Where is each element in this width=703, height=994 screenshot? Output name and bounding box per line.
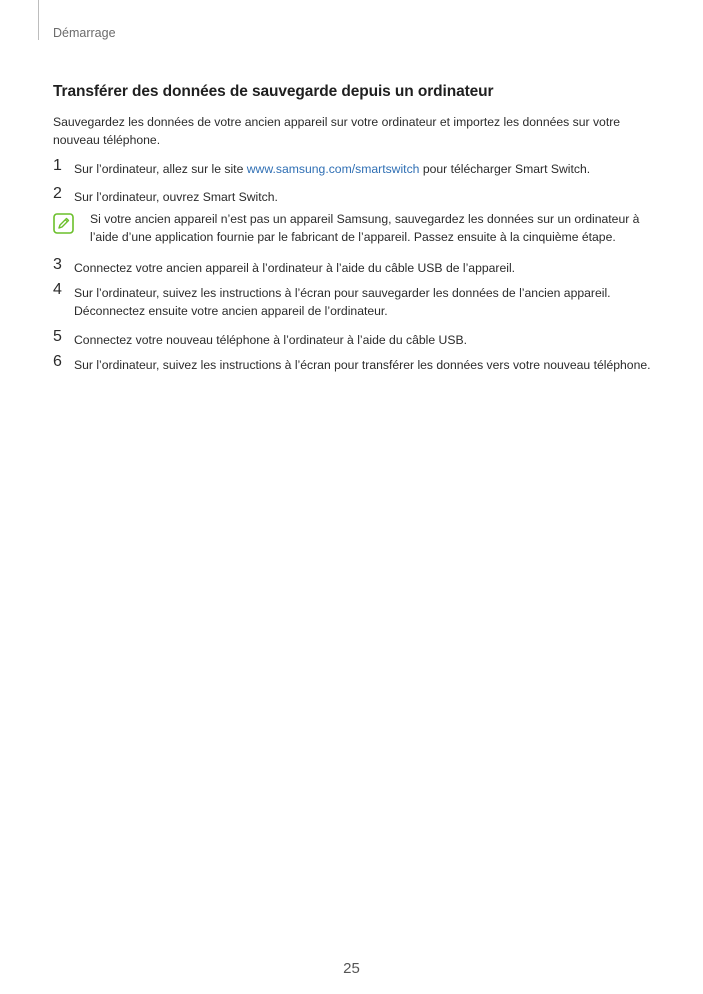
note-pencil-icon	[53, 213, 74, 234]
note-block	[53, 210, 653, 246]
section-title: Transférer des données de sauvegarde depuis un ordinateur	[53, 83, 494, 100]
step-3	[53, 256, 653, 277]
step-text: Sur l’ordinateur, suivez les instructions à l’écran pour sauvegarder les données de l’ancien appareil. Déconnectez ensuite votre ancien appareil de l’ordinateur.	[74, 286, 611, 318]
step-number: 2	[53, 185, 62, 202]
step-text: Sur l’ordinateur, ouvrez Smart Switch.	[74, 190, 278, 204]
step-1	[53, 157, 653, 178]
step-number: 4	[53, 281, 62, 298]
header-section-label: Démarrage	[53, 26, 116, 40]
page-number: 25	[343, 960, 360, 977]
step-2	[53, 185, 653, 206]
step-text: Connectez votre ancien appareil à l’ordinateur à l’aide du câble USB de l’appareil.	[74, 261, 516, 275]
step-5	[53, 328, 653, 349]
step-text-after: pour télécharger Smart Switch.	[419, 162, 591, 176]
step-text: Sur l’ordinateur, suivez les instructions à l’écran pour transférer les données vers votre nouveau téléphone.	[74, 358, 651, 372]
intro-paragraph: Sauvegardez les données de votre ancien appareil sur votre ordinateur et importez les données sur votre nouveau téléphone.	[53, 115, 621, 147]
note-text: Si votre ancien appareil n’est pas un appareil Samsung, sauvegardez les données sur un ordinateur à l’aide d’une application fournie par le fabricant de l’appareil. Passez ensuite à la cinquième étape.	[90, 212, 640, 244]
smartswitch-link[interactable]: www.samsung.com/smartswitch	[246, 162, 420, 176]
step-6	[53, 353, 653, 374]
header-divider	[38, 0, 39, 40]
step-number: 3	[53, 256, 62, 273]
step-text-before: Sur l’ordinateur, allez sur le site	[74, 162, 247, 176]
step-number: 5	[53, 328, 62, 345]
step-text: Connectez votre nouveau téléphone à l’ordinateur à l’aide du câble USB.	[74, 333, 467, 347]
step-number: 6	[53, 353, 62, 370]
step-text	[74, 160, 653, 178]
step-number: 1	[53, 157, 62, 174]
step-4	[53, 281, 653, 320]
